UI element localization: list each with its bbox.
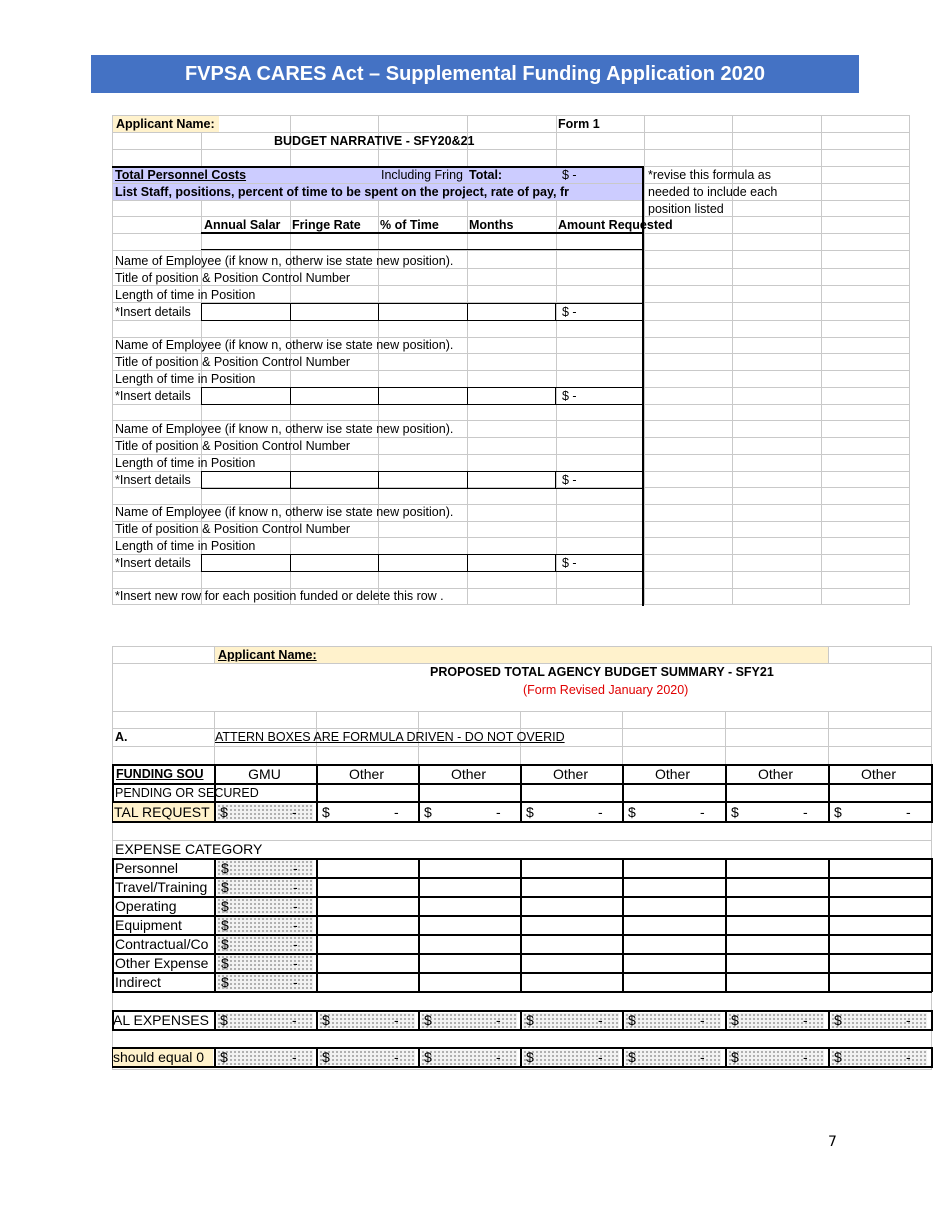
- position-length-line: Length of time in Position: [115, 288, 256, 302]
- narrative-title: BUDGET NARRATIVE - SFY20&21: [274, 134, 475, 148]
- border: [378, 387, 379, 405]
- grid-line: [644, 115, 645, 605]
- dollar-sign: $: [526, 804, 534, 820]
- border: [467, 471, 468, 489]
- border: [112, 991, 932, 993]
- insert-details-label: *Insert details: [115, 389, 191, 403]
- grid-line: [112, 149, 910, 150]
- amount-dash: -: [496, 1049, 501, 1065]
- border: [520, 858, 522, 992]
- grid-line: [828, 646, 829, 663]
- funding-source-header: Other: [757, 766, 793, 782]
- border: [112, 801, 932, 803]
- dollar-sign: $: [322, 804, 330, 820]
- amount-dash: -: [598, 1012, 603, 1028]
- border: [214, 1047, 216, 1068]
- list-staff-label: List Staff, positions, percent of time to be spent on the project, rate of pay, fr: [115, 185, 569, 199]
- amount-dash: -: [803, 1012, 808, 1028]
- grid-line: [112, 250, 910, 251]
- border: [418, 1047, 420, 1068]
- total-value: $ -: [562, 168, 577, 182]
- amount-dash: -: [292, 1012, 297, 1028]
- dollar-sign: $: [424, 1012, 432, 1028]
- border: [112, 821, 932, 823]
- revise-note-line: needed to include each: [648, 185, 778, 199]
- amount-dash: -: [292, 1049, 297, 1065]
- border: [201, 387, 202, 405]
- total-label: Total:: [469, 168, 503, 182]
- page-title-banner: [91, 55, 859, 93]
- border: [725, 1047, 727, 1068]
- border: [112, 858, 114, 992]
- border: [555, 471, 556, 489]
- expense-category-row: Equipment: [115, 917, 182, 933]
- amount-dash: -: [906, 1049, 911, 1065]
- border: [112, 1029, 932, 1031]
- total-request-label: TAL REQUEST: [114, 804, 210, 820]
- amount-dash: -: [292, 804, 297, 820]
- expense-category-row: Personnel: [115, 860, 179, 876]
- including-fringe-label: Including Fring: [381, 168, 463, 182]
- employee-name-line: Name of Employee (if know n, otherw ise state new position).: [115, 338, 454, 352]
- dollar-sign: $: [221, 955, 229, 971]
- border: [290, 471, 291, 489]
- amount-dash: -: [700, 1012, 705, 1028]
- page-number: 7: [828, 1134, 837, 1150]
- position-length-line: Length of time in Position: [115, 539, 256, 553]
- border: [931, 1010, 933, 1031]
- grid-line: [909, 115, 910, 605]
- funding-source-header: Other: [552, 766, 588, 782]
- border: [201, 387, 644, 388]
- section-a-label: A.: [115, 730, 128, 744]
- dollar-sign: $: [220, 804, 228, 820]
- border: [622, 1047, 624, 1068]
- insert-details-label: *Insert details: [115, 305, 191, 319]
- border: [828, 1047, 830, 1068]
- amount-dash: -: [293, 974, 298, 990]
- position-title-line: Title of position & Position Control Number: [115, 271, 351, 285]
- applicant-name-label: Applicant Name:: [218, 648, 317, 662]
- column-header: Fringe Rate: [292, 218, 361, 232]
- amount-dash: -: [803, 804, 808, 820]
- border: [290, 387, 291, 405]
- dollar-sign: $: [628, 1049, 636, 1065]
- employee-name-line: Name of Employee (if know n, otherw ise state new position).: [115, 422, 454, 436]
- dollar-sign: $: [220, 1049, 228, 1065]
- expense-category-row: Travel/Training: [115, 879, 208, 895]
- dollar-sign: $: [628, 1012, 636, 1028]
- grid-line: [828, 711, 829, 765]
- border: [378, 471, 379, 489]
- border: [290, 303, 291, 321]
- dollar-sign: $: [834, 1012, 842, 1028]
- amount-value: $ -: [562, 389, 577, 403]
- dollar-sign: $: [424, 1049, 432, 1065]
- amount-dash: -: [394, 804, 399, 820]
- amount-value: $ -: [562, 305, 577, 319]
- border: [316, 858, 318, 992]
- insert-details-label: *Insert details: [115, 556, 191, 570]
- expense-category-row: Other Expense: [115, 955, 209, 971]
- expense-category-row: Operating: [115, 898, 177, 914]
- amount-dash: -: [293, 898, 298, 914]
- border: [378, 303, 379, 321]
- border: [931, 858, 933, 992]
- border: [201, 404, 644, 405]
- border: [520, 1010, 522, 1031]
- border: [931, 1047, 933, 1068]
- pending-secured-label: PENDING OR SECURED: [115, 786, 259, 800]
- should-equal-zero-label: should equal 0: [113, 1049, 205, 1065]
- position-title-line: Title of position & Position Control Number: [115, 439, 351, 453]
- amount-dash: -: [293, 879, 298, 895]
- dollar-sign: $: [322, 1012, 330, 1028]
- border: [201, 249, 644, 250]
- border: [201, 303, 202, 321]
- border: [378, 554, 379, 572]
- position-length-line: Length of time in Position: [115, 372, 256, 386]
- border: [467, 303, 468, 321]
- footer-note: *Insert new row for each position funded or delete this row .: [115, 589, 444, 603]
- dollar-sign: $: [731, 804, 739, 820]
- amount-dash: -: [293, 955, 298, 971]
- border: [418, 858, 420, 992]
- column-header: Annual Salar: [204, 218, 281, 232]
- position-title-line: Title of position & Position Control Number: [115, 522, 351, 536]
- total-personnel-label: Total Personnel Costs: [115, 168, 247, 182]
- border: [828, 858, 830, 992]
- border: [201, 471, 202, 489]
- dollar-sign: $: [628, 804, 636, 820]
- dollar-sign: $: [526, 1049, 534, 1065]
- expense-category-label: EXPENSE CATEGORY: [115, 841, 263, 857]
- dollar-sign: $: [221, 936, 229, 952]
- position-length-line: Length of time in Position: [115, 456, 256, 470]
- revise-note-line: *revise this formula as: [648, 168, 771, 182]
- amount-dash: -: [496, 1012, 501, 1028]
- funding-source-header: Other: [654, 766, 690, 782]
- border: [201, 488, 644, 489]
- expense-category-row: Contractual/Co: [115, 936, 209, 952]
- dollar-sign: $: [322, 1049, 330, 1065]
- funding-source-header: Other: [860, 766, 896, 782]
- amount-dash: -: [906, 804, 911, 820]
- applicant-name-label: Applicant Name:: [116, 117, 215, 131]
- grid-line: [112, 746, 932, 747]
- border: [725, 1010, 727, 1031]
- border: [467, 554, 468, 572]
- summary-title: PROPOSED TOTAL AGENCY BUDGET SUMMARY - SFY21: [430, 665, 774, 679]
- border: [555, 554, 556, 572]
- border: [555, 387, 556, 405]
- dollar-sign: $: [526, 1012, 534, 1028]
- amount-dash: -: [906, 1012, 911, 1028]
- border: [316, 1047, 318, 1068]
- border: [214, 1010, 216, 1031]
- border: [201, 571, 644, 572]
- amount-dash: -: [293, 936, 298, 952]
- insert-details-label: *Insert details: [115, 473, 191, 487]
- border: [201, 303, 644, 304]
- employee-name-line: Name of Employee (if know n, otherw ise state new position).: [115, 505, 454, 519]
- column-header: Months: [469, 218, 514, 232]
- funding-source-header: GMU: [248, 766, 281, 782]
- grid-line: [725, 711, 726, 765]
- border: [725, 858, 727, 992]
- grid-line: [112, 711, 932, 712]
- dollar-sign: $: [424, 804, 432, 820]
- column-header: % of Time: [380, 218, 439, 232]
- amount-dash: -: [293, 917, 298, 933]
- revise-note-line: position listed: [648, 202, 724, 216]
- dollar-sign: $: [731, 1049, 739, 1065]
- total-expenses-label: AL EXPENSES: [113, 1012, 209, 1028]
- amount-dash: -: [700, 1049, 705, 1065]
- border: [555, 303, 556, 321]
- border: [112, 1066, 932, 1068]
- dollar-sign: $: [834, 804, 842, 820]
- border: [622, 858, 624, 992]
- border: [316, 1010, 318, 1031]
- formula-warning: ATTERN BOXES ARE FORMULA DRIVEN - DO NOT OVERID: [215, 730, 565, 744]
- amount-dash: -: [496, 804, 501, 820]
- border: [828, 1010, 830, 1031]
- dollar-sign: $: [221, 860, 229, 876]
- form-revised-note: (Form Revised January 2020): [523, 683, 689, 697]
- funding-source-label: FUNDING SOU: [116, 767, 204, 781]
- amount-dash: -: [598, 1049, 603, 1065]
- dollar-sign: $: [731, 1012, 739, 1028]
- border: [622, 1010, 624, 1031]
- page-title: FVPSA CARES Act – Supplemental Funding Application 2020: [184, 62, 766, 85]
- funding-source-header: Other: [348, 766, 384, 782]
- border: [201, 471, 644, 472]
- grid-line: [112, 1069, 932, 1070]
- amount-dash: -: [293, 860, 298, 876]
- dollar-sign: $: [834, 1049, 842, 1065]
- border: [931, 764, 933, 823]
- position-title-line: Title of position & Position Control Number: [115, 355, 351, 369]
- dollar-sign: $: [221, 917, 229, 933]
- amount-dash: -: [700, 804, 705, 820]
- border: [214, 858, 216, 992]
- expense-category-row: Indirect: [115, 974, 161, 990]
- employee-name-line: Name of Employee (if know n, otherw ise state new position).: [115, 254, 454, 268]
- dollar-sign: $: [221, 974, 229, 990]
- amount-dash: -: [803, 1049, 808, 1065]
- border: [467, 387, 468, 405]
- form-number: Form 1: [558, 117, 600, 131]
- dollar-sign: $: [221, 898, 229, 914]
- border: [290, 554, 291, 572]
- dollar-sign: $: [221, 879, 229, 895]
- border: [201, 320, 644, 321]
- amount-value: $ -: [562, 556, 577, 570]
- amount-dash: -: [394, 1012, 399, 1028]
- border: [520, 1047, 522, 1068]
- amount-dash: -: [394, 1049, 399, 1065]
- amount-value: $ -: [562, 473, 577, 487]
- funding-source-header: Other: [450, 766, 486, 782]
- border: [418, 1010, 420, 1031]
- border: [201, 554, 644, 555]
- grid-line: [112, 604, 910, 605]
- dollar-sign: $: [220, 1012, 228, 1028]
- border: [201, 554, 202, 572]
- amount-dash: -: [598, 804, 603, 820]
- column-header: Amount Requested: [558, 218, 673, 232]
